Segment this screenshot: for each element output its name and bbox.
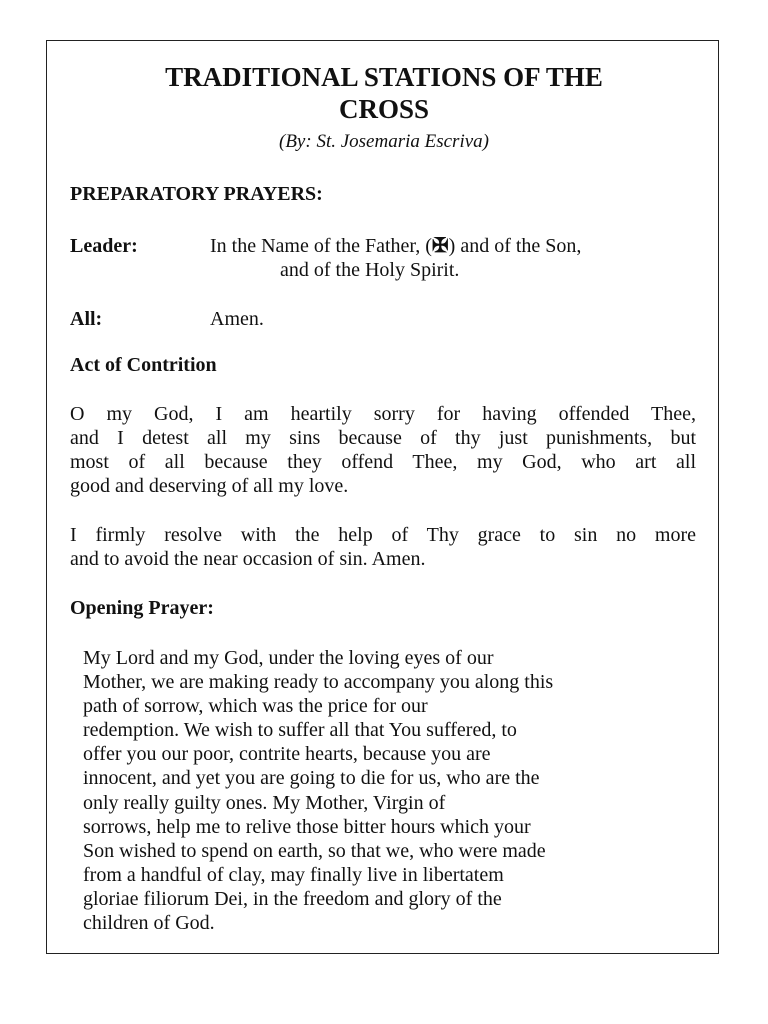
opening-prayer-line: innocent, and yet you are going to die for us, who are the — [83, 767, 540, 790]
leader-line-2: and of the Holy Spirit. — [280, 259, 460, 281]
all-response: Amen. — [210, 308, 264, 330]
opening-prayer-line: from a handful of clay, may finally live in libertatem — [83, 863, 504, 886]
opening-prayer-line: redemption. We wish to suffer all that You suffered, to — [83, 719, 517, 742]
document-title-line-1: TRADITIONAL STATIONS OF THE — [165, 62, 603, 92]
opening-prayer-text — [83, 646, 553, 935]
document-subtitle: (By: St. Josemaria Escriva) — [279, 131, 489, 152]
opening-prayer-line: offer you our poor, contrite hearts, because you are — [83, 743, 491, 766]
leader-label: Leader: — [70, 235, 138, 257]
opening-prayer-line: gloriae filiorum Dei, in the freedom and glory of the — [83, 887, 502, 910]
opening-prayer-line: Son wished to spend on earth, so that we, who were made — [83, 839, 546, 862]
leader-line-1-end: ) and of the Son, — [448, 235, 582, 257]
opening-prayer-line: only really guilty ones. My Mother, Virgin of — [83, 791, 446, 814]
contrition-paragraph-1 — [70, 402, 696, 498]
leader-line-1-start: In the Name of the Father, ( — [210, 235, 432, 257]
cross-symbol-icon: ✠ — [431, 235, 449, 257]
act-of-contrition-heading: Act of Contrition — [70, 354, 217, 376]
opening-prayer-line: children of God. — [83, 912, 215, 935]
contrition-p1-line: most of all because they offend Thee, my God, who art all — [70, 451, 696, 473]
leader-line-1 — [210, 234, 581, 258]
contrition-p1-line: and I detest all my sins because of thy just punishments, but — [70, 427, 696, 449]
preparatory-prayers-heading: PREPARATORY PRAYERS: — [70, 183, 323, 205]
opening-prayer-line: My Lord and my God, under the loving eyes of our — [83, 647, 494, 669]
document-title-line-2: CROSS — [338, 94, 430, 124]
opening-prayer-heading: Opening Prayer: — [70, 597, 214, 619]
all-label: All: — [70, 308, 103, 330]
contrition-paragraph-2 — [70, 523, 696, 571]
opening-prayer-line: sorrows, help me to relive those bitter hours which your — [83, 815, 531, 838]
opening-prayer-line: path of sorrow, which was the price for our — [83, 695, 428, 718]
contrition-p2-line: and to avoid the near occasion of sin. Amen. — [70, 548, 426, 570]
opening-prayer-line: Mother, we are making ready to accompany you along this — [83, 671, 554, 694]
contrition-p2-line: I firmly resolve with the help of Thy grace to sin no more — [70, 524, 696, 546]
contrition-p1-line: good and deserving of all my love. — [70, 475, 349, 497]
contrition-p1-line: O my God, I am heartily sorry for having offended Thee, — [70, 403, 696, 425]
